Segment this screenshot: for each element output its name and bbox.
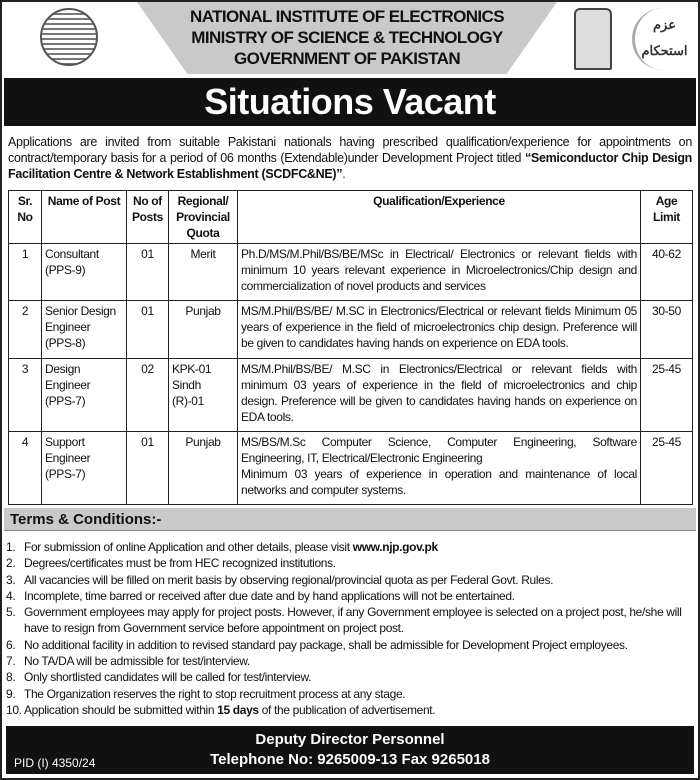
term-item bbox=[6, 637, 694, 653]
cell-age: 25-45 bbox=[641, 359, 693, 432]
cell-quota: Merit bbox=[169, 244, 238, 301]
contact-numbers: Telephone No: 9265009-13 Fax 9265018 bbox=[210, 751, 490, 769]
table-row bbox=[9, 301, 693, 359]
vacancy-table bbox=[8, 190, 693, 505]
cell-sr: 3 bbox=[9, 359, 42, 432]
cell-qualification bbox=[238, 432, 641, 505]
header-line: GOVERNMENT OF PAKISTAN bbox=[233, 49, 461, 68]
cell-age: 30-50 bbox=[641, 301, 693, 359]
terms-heading: Terms & Conditions:- bbox=[4, 508, 696, 531]
qualification-line: MS/BS/M.Sc Computer Science, Computer Engineering, Software Engineering, IT, Electrical/Electronic Engineering bbox=[241, 435, 637, 465]
term-item bbox=[6, 604, 694, 637]
term-item bbox=[6, 686, 694, 702]
experience-line: Minimum 03 years of experience in operation and maintenance of local networks and computer systems. bbox=[241, 467, 637, 497]
term-text: Degrees/certificates must be from HEC recognized institutions. bbox=[24, 556, 336, 571]
website-link[interactable]: www.njp.gov.pk bbox=[352, 540, 438, 554]
pid-number: PID (I) 4350/24 bbox=[14, 756, 96, 771]
col-header: Age Limit bbox=[641, 191, 693, 244]
footer bbox=[6, 726, 694, 774]
term-number: 4. bbox=[6, 588, 16, 603]
term-text-part: Application should be submitted within bbox=[24, 702, 218, 717]
cell-sr: 4 bbox=[9, 432, 42, 505]
cell-quota: Punjab bbox=[169, 432, 238, 505]
col-header: Qualification/Experience bbox=[238, 191, 641, 244]
cell-post: Consultant (PPS-9) bbox=[42, 244, 127, 301]
term-text: The Organization reserves the right to stop recruitment process at any stage. bbox=[24, 686, 406, 701]
term-text: Incomplete, time barred or received after due date and by hand applications will not be entertained. bbox=[24, 588, 515, 603]
cell-post: Senior Design Engineer (PPS-8) bbox=[42, 301, 127, 359]
header-line: MINISTRY OF SCIENCE & TECHNOLOGY bbox=[191, 28, 503, 47]
contact-title: Deputy Director Personnel bbox=[255, 731, 445, 749]
term-item bbox=[6, 669, 694, 685]
col-header: Name of Post bbox=[42, 191, 127, 244]
term-text: No additional facility in addition to revised standard pay package, shall be admissible for Development Project employees. bbox=[24, 637, 628, 652]
intro-text: Applications are invited from suitable Pakistani nationals having prescribed qualification/experience for appointments on contract/temporary basis for a period of 06 months (Extendable)under Development Project titled bbox=[8, 135, 692, 165]
cell-age: 25-45 bbox=[641, 432, 693, 505]
deadline: 15 days bbox=[217, 702, 259, 717]
term-number: 7. bbox=[6, 654, 16, 669]
table-row bbox=[9, 432, 693, 505]
header-title bbox=[152, 6, 542, 69]
term-number: 3. bbox=[6, 572, 16, 587]
term-text: Government employees may apply for project posts. However, if any Government employee is selected on a project post, he/she will have to resign from Government service before appointment on project post. bbox=[24, 605, 682, 636]
government-emblem-icon bbox=[574, 8, 612, 70]
cell-sr: 2 bbox=[9, 301, 42, 359]
term-text: No TA/DA will be admissible for test/interview. bbox=[24, 654, 250, 669]
terms-list bbox=[6, 539, 694, 718]
term-text bbox=[24, 702, 435, 718]
term-number: 9. bbox=[6, 686, 16, 701]
col-header: No of Posts bbox=[127, 191, 169, 244]
term-text bbox=[24, 539, 438, 555]
table-row bbox=[9, 244, 693, 301]
term-text: Only shortlisted candidates will be called for test/interview. bbox=[24, 670, 312, 685]
azm-e-istehkam-logo: عزم استحکام bbox=[632, 8, 694, 70]
project-title: “Semiconductor Chip Design Facilitation Centre & Network Establishment (SCDFC&NE)” bbox=[8, 151, 693, 181]
term-text: All vacancies will be filled on merit basis by observing regional/provincial quota as per Federal Govt. Rules. bbox=[24, 572, 554, 587]
header bbox=[2, 2, 698, 76]
cell-age: 40-62 bbox=[641, 244, 693, 301]
col-header: Regional/ Provincial Quota bbox=[169, 191, 238, 244]
nie-logo-icon bbox=[40, 8, 98, 66]
col-header: Sr. No bbox=[9, 191, 42, 244]
cell-quota: Punjab bbox=[169, 301, 238, 359]
term-item bbox=[6, 555, 694, 571]
term-text-part: For submission of online Application and other details, please visit bbox=[24, 540, 353, 554]
table-header bbox=[9, 191, 693, 244]
cell-quota: KPK-01 Sindh (R)-01 bbox=[169, 359, 238, 432]
cell-post: Design Engineer (PPS-7) bbox=[42, 359, 127, 432]
cell-qualification: Ph.D/MS/M.Phil/BS/BE/MSc in Electrical/ Electronics or relevant fields with minimum 10 years relevant experience in Microelectronics/Chip design and commercialization of novel products and services bbox=[238, 244, 641, 301]
cell-qualification: MS/M.Phil/BS/BE/ M.SC in Electronics/Electrical or relevant fields with minimum 03 years of experience in the field of microelectronics and chip design. Preference will be given to candidates having hands on experience on EDA tools. bbox=[238, 359, 641, 432]
term-item bbox=[6, 572, 694, 588]
term-item bbox=[6, 588, 694, 604]
cell-posts: 01 bbox=[127, 301, 169, 359]
term-item bbox=[6, 702, 694, 718]
header-line: NATIONAL INSTITUTE OF ELECTRONICS bbox=[190, 7, 504, 26]
cell-posts: 02 bbox=[127, 359, 169, 432]
cell-posts: 01 bbox=[127, 432, 169, 505]
intro-end: . bbox=[342, 167, 346, 181]
term-number: 5. bbox=[6, 605, 16, 620]
term-text-part: of the publication of advertisement. bbox=[258, 702, 436, 717]
cell-posts: 01 bbox=[127, 244, 169, 301]
intro-paragraph bbox=[8, 134, 692, 182]
term-number: 6. bbox=[6, 637, 16, 652]
cell-post: Support Engineer (PPS-7) bbox=[42, 432, 127, 505]
term-item bbox=[6, 539, 694, 555]
term-number: 2. bbox=[6, 556, 16, 571]
term-number: 1. bbox=[6, 540, 16, 554]
banner-title: Situations Vacant bbox=[4, 78, 696, 126]
term-number: 8. bbox=[6, 670, 16, 685]
cell-sr: 1 bbox=[9, 244, 42, 301]
cell-qualification: MS/M.Phil/BS/BE/ M.SC in Electronics/Electrical or relevant fields Minimum 05 years of experience in the field of microelectronics chip design. Preference will be given to candidates having hands on experience on EDA tools. bbox=[238, 301, 641, 359]
term-number: 10. bbox=[6, 702, 22, 717]
table-row bbox=[9, 359, 693, 432]
term-item bbox=[6, 653, 694, 669]
